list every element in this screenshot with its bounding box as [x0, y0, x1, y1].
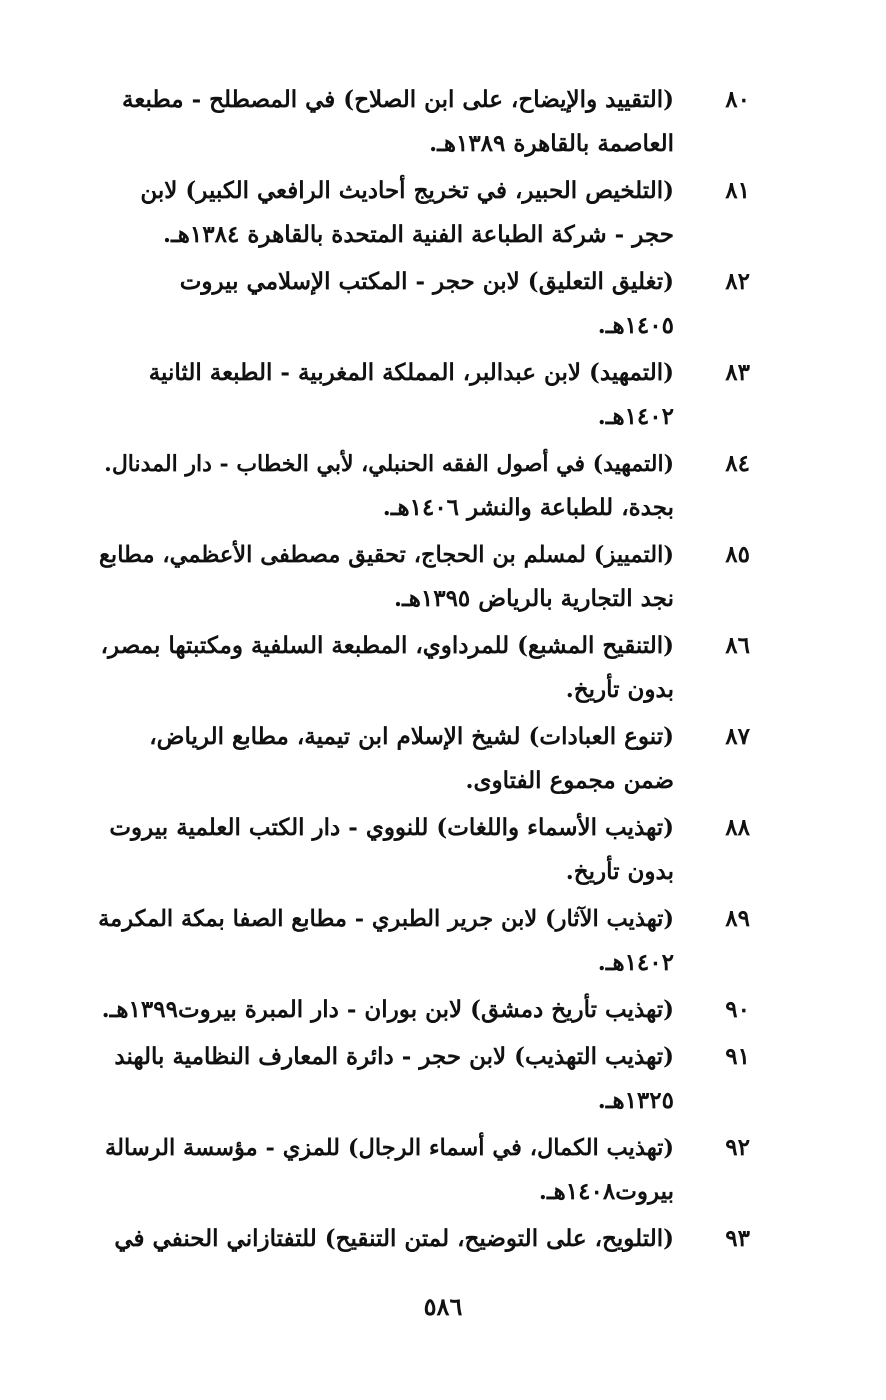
entry-number: ٩٢	[725, 1134, 750, 1161]
entry-text-line: (التنقيح المشبع) للمرداوي، المطبعة السلفية ومكتبتها بمصر،	[100, 632, 674, 659]
bibliography-entry	[0, 806, 886, 894]
entry-text-line: (تهذيب الآثار) لابن جرير الطبري - مطابع الصفا بمكة المكرمة	[98, 906, 674, 932]
bibliography-entry	[0, 169, 886, 257]
bibliography-entry	[0, 351, 886, 439]
entry-text-line: (تهذيب الكمال، في أسماء الرجال) للمزي - مؤسسة الرسالة	[105, 1135, 674, 1161]
page-number: ٥٨٦	[423, 1292, 463, 1321]
entry-text-line: ضمن مجموع الفتاوى.	[465, 767, 674, 794]
entry-number: ٨٢	[725, 268, 750, 295]
entry-number: ٩٣	[725, 1225, 750, 1252]
entry-number: ٨٧	[725, 723, 750, 750]
entry-text-line: بدون تأريخ.	[565, 676, 674, 703]
entry-number: ٨٠	[725, 86, 750, 113]
entry-number: ٨٥	[725, 541, 750, 568]
entry-text-line: (تغليق التعليق) لابن حجر - المكتب الإسلامي بيروت	[179, 268, 674, 295]
entry-number: ٩٠	[725, 996, 750, 1023]
entry-number: ٨٨	[725, 814, 750, 841]
entry-text-line: (تنوع العبادات) لشيخ الإسلام ابن تيمية، مطابع الرياض،	[149, 723, 674, 750]
entry-number: ٨٤	[725, 450, 750, 477]
entry-text-line: بجدة، للطباعة والنشر ١٤٠٦هـ.	[382, 494, 674, 521]
bibliography-entry	[0, 715, 886, 803]
entry-text-line: بيروت١٤٠٨هـ.	[538, 1178, 674, 1205]
entry-text-line: (التمييز) لمسلم بن الحجاج، تحقيق مصطفى الأعظمي، مطابع	[98, 542, 674, 568]
entry-text-line: (التلويح، على التوضيح، لمتن التنقيح) للتفتازاني الحنفي في	[114, 1225, 674, 1252]
entry-text-line: ١٣٢٥هـ.	[597, 1087, 674, 1114]
entry-text-line: نجد التجارية بالرياض ١٣٩٥هـ.	[394, 585, 674, 612]
entry-text-line: ١٤٠٥هـ.	[597, 312, 674, 339]
entry-text-line: ١٤٠٢هـ.	[597, 949, 674, 976]
bibliography-entry	[0, 533, 886, 621]
bibliography-entry	[0, 442, 886, 530]
entry-number: ٨١	[725, 177, 750, 204]
bibliography-entry	[0, 988, 886, 1032]
entry-number: ٨٩	[725, 905, 750, 932]
bibliography-entry	[0, 1217, 886, 1261]
entry-text-line: ١٤٠٢هـ.	[597, 403, 674, 430]
entry-number: ٨٦	[725, 632, 750, 659]
entry-text-line: العاصمة بالقاهرة ١٣٨٩هـ.	[429, 130, 674, 157]
entry-text-line: (التلخيص الحبير، في تخريج أحاديث الرافعي الكبير) لابن	[140, 177, 674, 204]
entry-text-line: (تهذيب التهذيب) لابن حجر - دائرة المعارف النظامية بالهند	[114, 1043, 674, 1070]
entry-text-line: (تهذيب الأسماء واللغات) للنووي - دار الكتب العلمية بيروت	[109, 814, 674, 841]
bibliography-list	[0, 78, 886, 1264]
bibliography-entry	[0, 1126, 886, 1214]
entry-text-line: (التمهيد) في أصول الفقه الحنبلي، لأبي الخطاب - دار المدنال.	[104, 451, 674, 477]
bibliography-entry	[0, 624, 886, 712]
entry-text-line: (التمهيد) لابن عبدالبر، المملكة المغربية - الطبعة الثانية	[148, 359, 674, 386]
bibliography-entry	[0, 78, 886, 166]
entry-number: ٩١	[725, 1043, 750, 1070]
entry-text-line: بدون تأريخ.	[565, 858, 674, 885]
entry-number: ٨٣	[725, 359, 750, 386]
bibliography-entry	[0, 260, 886, 348]
bibliography-entry	[0, 1035, 886, 1123]
entry-text-line: (التقييد والإيضاح، على ابن الصلاح) في المصطلح - مطبعة	[122, 86, 674, 113]
bibliography-entry	[0, 897, 886, 985]
entry-text-line: (تهذيب تأريخ دمشق) لابن بوران - دار المبرة بيروت١٣٩٩هـ.	[101, 996, 674, 1023]
entry-text-line: حجر - شركة الطباعة الفنية المتحدة بالقاهرة ١٣٨٤هـ.	[163, 221, 674, 248]
